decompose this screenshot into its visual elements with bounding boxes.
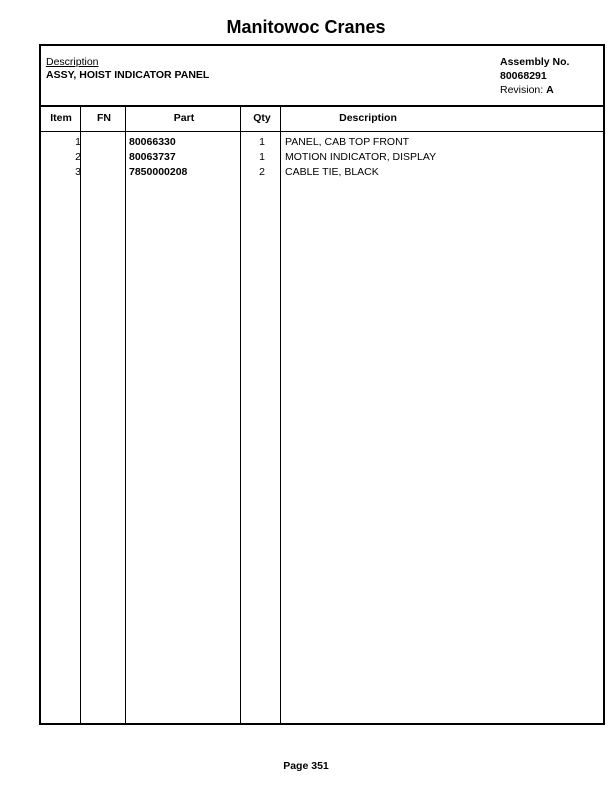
item-number: 1 <box>75 136 81 148</box>
table-row <box>41 166 603 181</box>
column-header-qty: Qty <box>253 112 271 124</box>
table-row <box>41 136 603 151</box>
revision <box>500 84 554 96</box>
page-title: Manitowoc Cranes <box>226 17 386 37</box>
revision-label: Revision: <box>500 84 544 96</box>
quantity: 1 <box>259 151 265 163</box>
assembly-number-label: Assembly No. <box>500 56 570 68</box>
parts-list-frame <box>39 44 605 725</box>
part-number: 80066330 <box>129 136 176 148</box>
part-description: CABLE TIE, BLACK <box>285 166 379 178</box>
column-divider <box>240 107 241 723</box>
column-header-part: Part <box>173 112 195 124</box>
item-number: 3 <box>75 166 81 178</box>
part-number: 7850000208 <box>129 166 188 178</box>
quantity: 1 <box>259 136 265 148</box>
column-header-description: Description <box>339 112 397 124</box>
column-header-item: Item <box>50 112 72 124</box>
page-number: Page 351 <box>283 760 329 772</box>
assembly-number: 80068291 <box>500 70 547 82</box>
part-description: PANEL, CAB TOP FRONT <box>285 136 410 148</box>
item-number: 2 <box>75 151 81 163</box>
part-number: 80063737 <box>129 151 176 163</box>
column-divider <box>80 107 81 723</box>
assembly-header <box>41 46 603 107</box>
revision-value: A <box>546 84 554 96</box>
description-label: Description <box>46 56 99 68</box>
quantity: 2 <box>259 166 265 178</box>
table-row <box>41 151 603 166</box>
table-body <box>41 136 603 181</box>
column-header-fn: FN <box>97 112 111 124</box>
column-divider <box>125 107 126 723</box>
part-description: MOTION INDICATOR, DISPLAY <box>285 151 437 163</box>
assembly-description: ASSY, HOIST INDICATOR PANEL <box>46 69 210 81</box>
column-divider <box>280 107 281 723</box>
